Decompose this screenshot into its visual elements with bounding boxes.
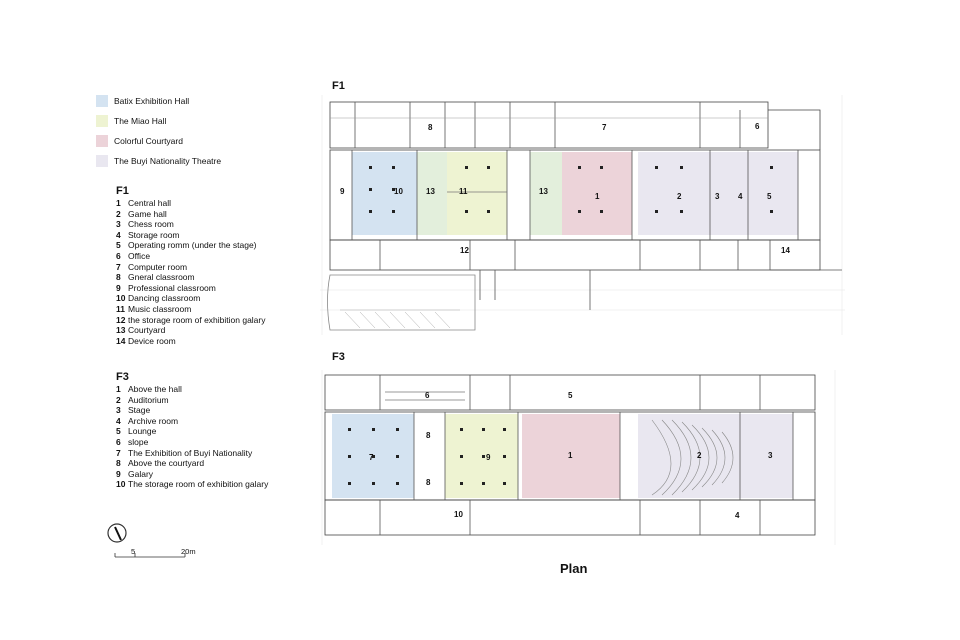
f3-label-8a: 8 (426, 431, 431, 440)
list-item: 10 Dancing classroom (116, 293, 201, 304)
list-item: 1 Central hall (116, 198, 171, 208)
f1-zone-batix (352, 152, 417, 235)
f3-plan-title: F3 (332, 351, 345, 363)
f3-zone-miao (445, 414, 518, 498)
f3-label-3: 3 (768, 451, 773, 460)
list-item: 6 Office (116, 250, 151, 261)
f3-label-10: 10 (454, 510, 463, 519)
scale-bar (115, 553, 185, 557)
f1-label-7: 7 (602, 123, 607, 132)
f1-plan (320, 95, 845, 335)
f3-label-5: 5 (568, 391, 573, 400)
f3-label-2: 2 (697, 451, 702, 460)
list-item: 8 Gneral classroom (116, 272, 195, 283)
list-item: 4 Storage room (116, 229, 180, 240)
legend-label-courtyard: Colorful Courtyard (114, 136, 183, 146)
list-item: 10 The storage room of exhibition galary (116, 479, 269, 490)
list-item: 1 Above the hall (116, 384, 182, 394)
list-item: 5 Operating romm (under the stage) (116, 240, 257, 251)
list-item: 12 the storage room of exhibition galary (116, 314, 266, 325)
f1-label-4: 4 (738, 192, 743, 201)
list-item: 2 Auditorium (116, 394, 169, 405)
f1-label-5: 5 (767, 192, 772, 201)
f1-label-14: 14 (781, 246, 790, 255)
legend-label-theatre: The Buyi Nationality Theatre (114, 156, 222, 166)
legend-label-batix: Batix Exhibition Hall (114, 96, 190, 106)
f1-label-8: 8 (428, 123, 433, 132)
f3-label-7: 7 (369, 453, 374, 462)
list-item: 3 Chess room (116, 219, 174, 230)
list-item: 9 Galary (116, 468, 154, 479)
f1-list-title: F1 (116, 185, 129, 197)
f1-label-6: 6 (755, 122, 760, 131)
f3-label-9: 9 (486, 453, 491, 462)
f1-label-9: 9 (340, 187, 345, 196)
f1-zone-miao (447, 152, 507, 235)
scale-label-end: 20m (181, 547, 196, 556)
f3-label-6: 6 (425, 391, 430, 400)
f1-label-3: 3 (715, 192, 720, 201)
f1-label-13a: 13 (426, 187, 435, 196)
list-item: 13 Courtyard (116, 325, 166, 336)
list-item: 14 Device room (116, 335, 176, 346)
list-item: 8 Above the courtyard (116, 458, 205, 469)
f1-plan-title: F1 (332, 80, 345, 92)
f1-label-13b: 13 (539, 187, 548, 196)
list-item: 4 Archive room (116, 415, 179, 426)
list-item: 6 slope (116, 436, 149, 447)
f1-label-2: 2 (677, 192, 682, 201)
f3-label-1: 1 (568, 451, 573, 460)
list-item: 9 Professional classroom (116, 282, 216, 293)
list-item: 3 Stage (116, 405, 151, 416)
scale-label-start: 5 (131, 547, 136, 556)
list-item: 2 Game hall (116, 208, 167, 219)
list-item: 7 Computer room (116, 261, 188, 272)
list-item: 7 The Exhibition of Buyi Nationality (116, 447, 253, 458)
f3-label-4: 4 (735, 511, 740, 520)
plan-caption: Plan (560, 561, 588, 576)
list-item: 11 Music classroom (116, 303, 192, 314)
f1-label-10: 10 (394, 187, 403, 196)
f1-label-12: 12 (460, 246, 469, 255)
list-item: 5 Lounge (116, 426, 157, 437)
north-arrow-icon (108, 524, 126, 542)
f3-label-8b: 8 (426, 478, 431, 487)
f3-plan (322, 370, 835, 545)
f1-label-11: 11 (459, 187, 468, 196)
f3-list-title: F3 (116, 371, 129, 383)
f1-label-1: 1 (595, 192, 600, 201)
legend-label-miao: The Miao Hall (114, 116, 167, 126)
